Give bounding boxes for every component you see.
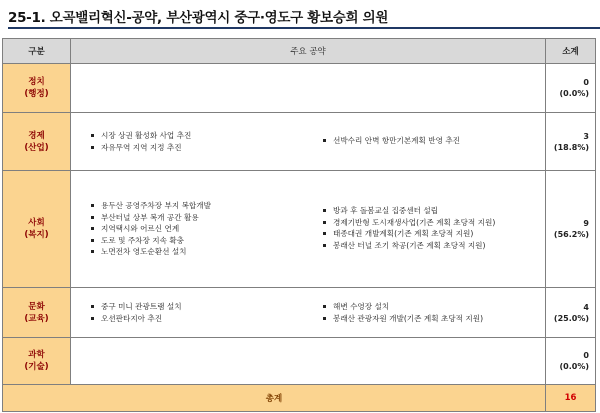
pledge-item: 지역택시와 어르신 연계 bbox=[89, 223, 307, 235]
header-category: 구분 bbox=[3, 39, 71, 64]
pledge-item: 자유무역 지역 지정 추진 bbox=[89, 142, 307, 154]
table-row bbox=[3, 113, 596, 171]
pledge-item: 시장 상권 활성화 사업 추진 bbox=[89, 130, 307, 142]
count-percent: (0.0%) bbox=[559, 362, 589, 371]
category-sub: (행정) bbox=[24, 89, 49, 99]
table-row bbox=[3, 64, 596, 113]
header-pledges: 주요 공약 bbox=[71, 39, 546, 64]
count-value: 0 bbox=[583, 78, 589, 87]
pledge-item: 부산터널 상부 복개 공간 활용 bbox=[89, 212, 307, 224]
count-percent: (18.8%) bbox=[553, 142, 589, 152]
category-cell bbox=[3, 171, 71, 288]
count-cell bbox=[546, 338, 596, 385]
table-row bbox=[3, 288, 596, 338]
pledge-list-left bbox=[89, 130, 307, 153]
pledges-cell bbox=[71, 171, 546, 288]
category-name: 과학 bbox=[28, 350, 45, 360]
header-count: 소계 bbox=[546, 39, 596, 64]
count-percent: (25.0%) bbox=[553, 313, 589, 323]
pledge-list-left bbox=[89, 200, 307, 258]
count-value: 0 bbox=[583, 351, 589, 360]
pledges-cell bbox=[71, 288, 546, 338]
pledge-item: 봉래산 관광자원 개발(기존 계획 초당적 지원) bbox=[321, 313, 539, 325]
count-percent: (0.0%) bbox=[559, 89, 589, 98]
category-sub: (교육) bbox=[24, 313, 49, 324]
pledge-list-right bbox=[307, 130, 539, 153]
table-row bbox=[3, 171, 596, 288]
category-name: 문화 bbox=[28, 301, 45, 312]
count-cell bbox=[546, 113, 596, 171]
category-sub: (산업) bbox=[24, 142, 49, 153]
pledge-list-right bbox=[307, 301, 539, 324]
category-name: 사회 bbox=[28, 218, 45, 228]
total-row bbox=[3, 385, 596, 412]
pledge-item: 해변 수영장 설치 bbox=[321, 301, 539, 313]
pledge-item: 노면전차 영도순환선 설치 bbox=[89, 246, 307, 258]
pledge-item: 용두산 공영주차장 부지 복합개발 bbox=[89, 200, 307, 212]
pledge-item: 선박수리 안벽 항만기본계획 반영 추진 bbox=[321, 135, 539, 147]
category-sub: (기술) bbox=[24, 362, 49, 372]
pledge-list-right bbox=[307, 200, 539, 258]
category-cell bbox=[3, 64, 71, 113]
pledges-cell bbox=[71, 338, 546, 385]
category-cell bbox=[3, 113, 71, 171]
pledge-list-left bbox=[89, 301, 307, 324]
pledge-item: 도로 및 주차장 지속 확충 bbox=[89, 235, 307, 247]
category-cell bbox=[3, 288, 71, 338]
count-cell bbox=[546, 171, 596, 288]
pledge-table bbox=[2, 38, 596, 412]
count-cell bbox=[546, 288, 596, 338]
category-sub: (복지) bbox=[24, 230, 49, 240]
count-value: 3 bbox=[583, 131, 589, 141]
pledge-item: 방과 후 돌봄교실 집중센터 설립 bbox=[321, 205, 539, 217]
count-value: 9 bbox=[583, 219, 589, 228]
pledges-cell bbox=[71, 64, 546, 113]
category-name: 정치 bbox=[28, 77, 45, 87]
count-cell bbox=[546, 64, 596, 113]
pledges-cell bbox=[71, 113, 546, 171]
pledge-item: 오션판타지아 추진 bbox=[89, 313, 307, 325]
pledge-item: 경제기반형 도시재생사업(기존 계획 초당적 지원) bbox=[321, 217, 539, 229]
category-name: 경제 bbox=[28, 130, 45, 141]
category-cell bbox=[3, 338, 71, 385]
table-header-row bbox=[3, 39, 596, 64]
table-row bbox=[3, 338, 596, 385]
page-title: 25-1. 오곡밸리혁신-공약, 부산광역시 중구·영도구 황보승희 의원 bbox=[8, 10, 389, 26]
pledge-item: 태종대권 개발계획(기존 계획 초당적 지원) bbox=[321, 228, 539, 240]
count-percent: (56.2%) bbox=[553, 230, 589, 239]
pledge-item: 봉래산 터널 조기 착공(기존 계획 초당적 지원) bbox=[321, 240, 539, 252]
total-label: 총계 bbox=[3, 385, 546, 412]
total-count: 16 bbox=[546, 385, 596, 412]
count-value: 4 bbox=[583, 302, 589, 312]
pledge-item: 중구 미니 관광트램 설치 bbox=[89, 301, 307, 313]
title-underline bbox=[8, 27, 600, 29]
